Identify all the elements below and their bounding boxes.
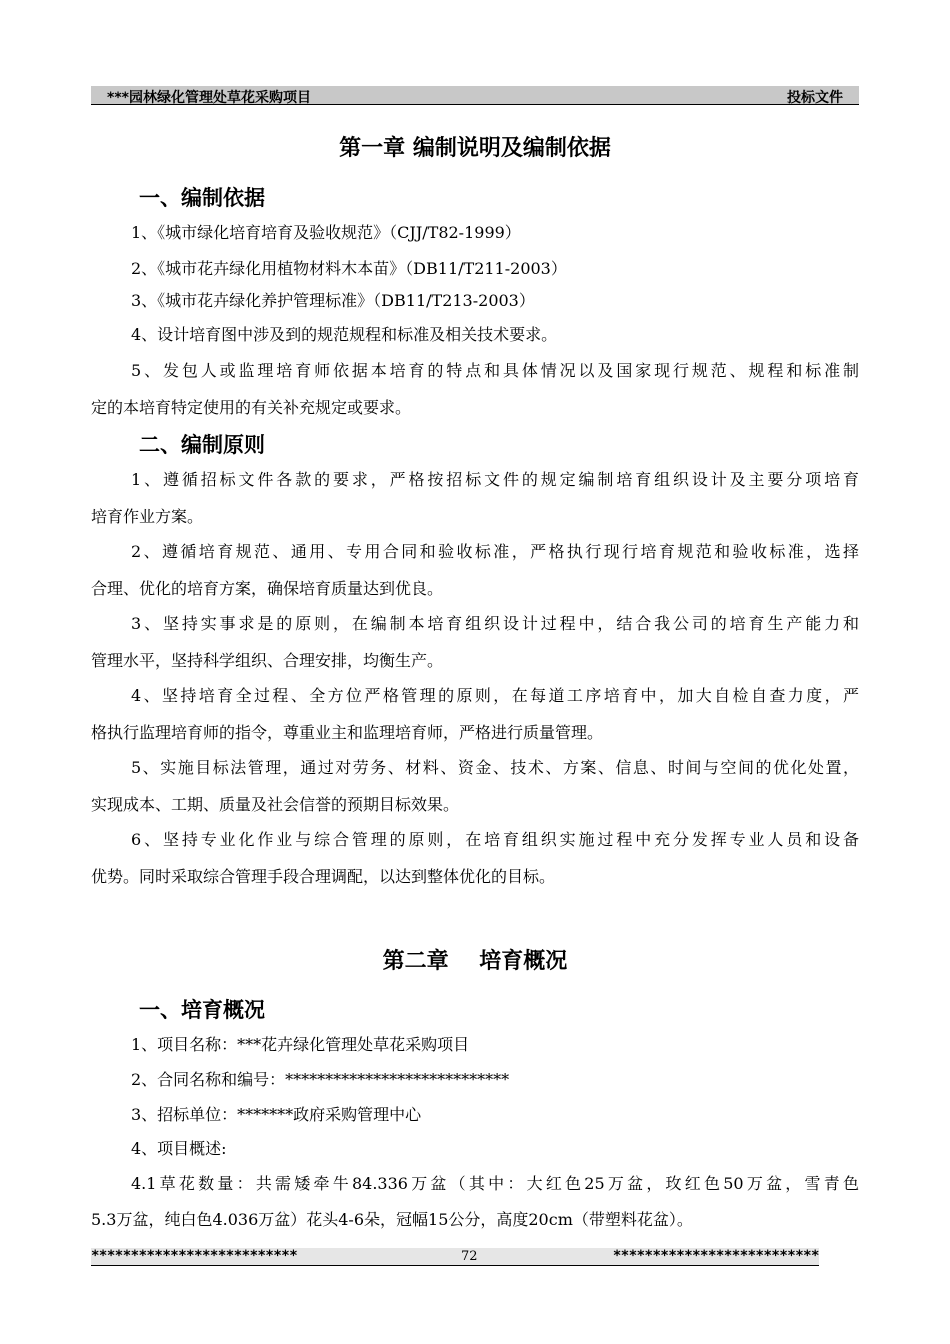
footer-right-mask: **************************	[612, 1248, 819, 1264]
principle-1-line2: 培育作业方案。	[91, 507, 204, 526]
chapter1-section1-heading: 一、编制依据	[139, 186, 265, 210]
principle-3-line1: 3、坚持实事求是的原则，在编制本培育组织设计过程中，结合我公司的培育生产能力和	[131, 614, 859, 633]
overview-item-4: 4、项目概述:	[131, 1139, 227, 1158]
principle-3-line2: 管理水平，坚持科学组织、合理安排，均衡生产。	[91, 651, 444, 670]
overview-item-4-1-line2: 5.3万盆，纯白色4.036万盆）花头4-6朵，冠幅15公分，高度20cm（带塑料花盆）。	[91, 1210, 693, 1229]
header-project-title: ***园林绿化管理处草花采购项目	[107, 90, 311, 106]
page-number: 72	[461, 1249, 478, 1264]
basis-item-3: 3、《城市花卉绿化养护管理标准》（DB11/T213-2003）	[131, 291, 535, 310]
principle-2-line2: 合理、优化的培育方案，确保培育质量达到优良。	[91, 579, 444, 598]
principle-5-line1: 5、实施目标法管理，通过对劳务、材料、资金、技术、方案、信息、时间与空间的优化处置，	[131, 758, 859, 777]
chapter1-title: 第一章 编制说明及编制依据	[339, 136, 611, 161]
page-footer	[91, 1248, 819, 1266]
footer-left-mask: **************************	[91, 1248, 298, 1264]
principle-6-line1: 6、坚持专业化作业与综合管理的原则，在培育组织实施过程中充分发挥专业人员和设备	[131, 830, 859, 849]
basis-item-5-line2: 定的本培育特定使用的有关补充规定或要求。	[91, 398, 412, 417]
overview-item-1: 1、项目名称：***花卉绿化管理处草花采购项目	[131, 1035, 470, 1054]
principle-4-line2: 格执行监理培育师的指令，尊重业主和监理培育师，严格进行质量管理。	[91, 723, 604, 742]
principle-5-line2: 实现成本、工期、质量及社会信誉的预期目标效果。	[91, 795, 460, 814]
overview-item-2: 2、合同名称和编号：****************************	[131, 1070, 510, 1089]
overview-item-3: 3、招标单位：*******政府采购管理中心	[131, 1105, 422, 1124]
basis-item-1: 1、《城市绿化培育培育及验收规范》（CJJ/T82-1999）	[131, 223, 521, 242]
principle-1-line1: 1、遵循招标文件各款的要求，严格按招标文件的规定编制培育组织设计及主要分项培育	[131, 470, 859, 489]
header-document-type: 投标文件	[787, 90, 843, 106]
chapter2-title: 第二章 培育概况	[382, 949, 568, 974]
chapter1-section2-heading: 二、编制原则	[139, 433, 265, 457]
chapter2-section1-heading: 一、培育概况	[139, 998, 265, 1022]
basis-item-5-line1: 5、发包人或监理培育师依据本培育的特点和具体情况以及国家现行规范、规程和标准制	[131, 361, 859, 380]
principle-2-line1: 2、遵循培育规范、通用、专用合同和验收标准，严格执行现行培育规范和验收标准，选择	[131, 542, 859, 561]
principle-6-line2: 优势。同时采取综合管理手段合理调配，以达到整体优化的目标。	[91, 867, 556, 886]
page-header	[91, 86, 859, 105]
principle-4-line1: 4、坚持培育全过程、全方位严格管理的原则，在每道工序培育中，加大自检自查力度，严	[131, 686, 859, 705]
overview-item-4-1-line1: 4.1草花数量：共需矮牵牛84.336万盆（其中：大红色25万盆，玫红色50万盆，雪青色	[131, 1174, 859, 1193]
basis-item-2: 2、《城市花卉绿化用植物材料木本苗》（DB11/T211-2003）	[131, 259, 567, 278]
basis-item-4: 4、设计培育图中涉及到的规范规程和标准及相关技术要求。	[131, 325, 558, 344]
